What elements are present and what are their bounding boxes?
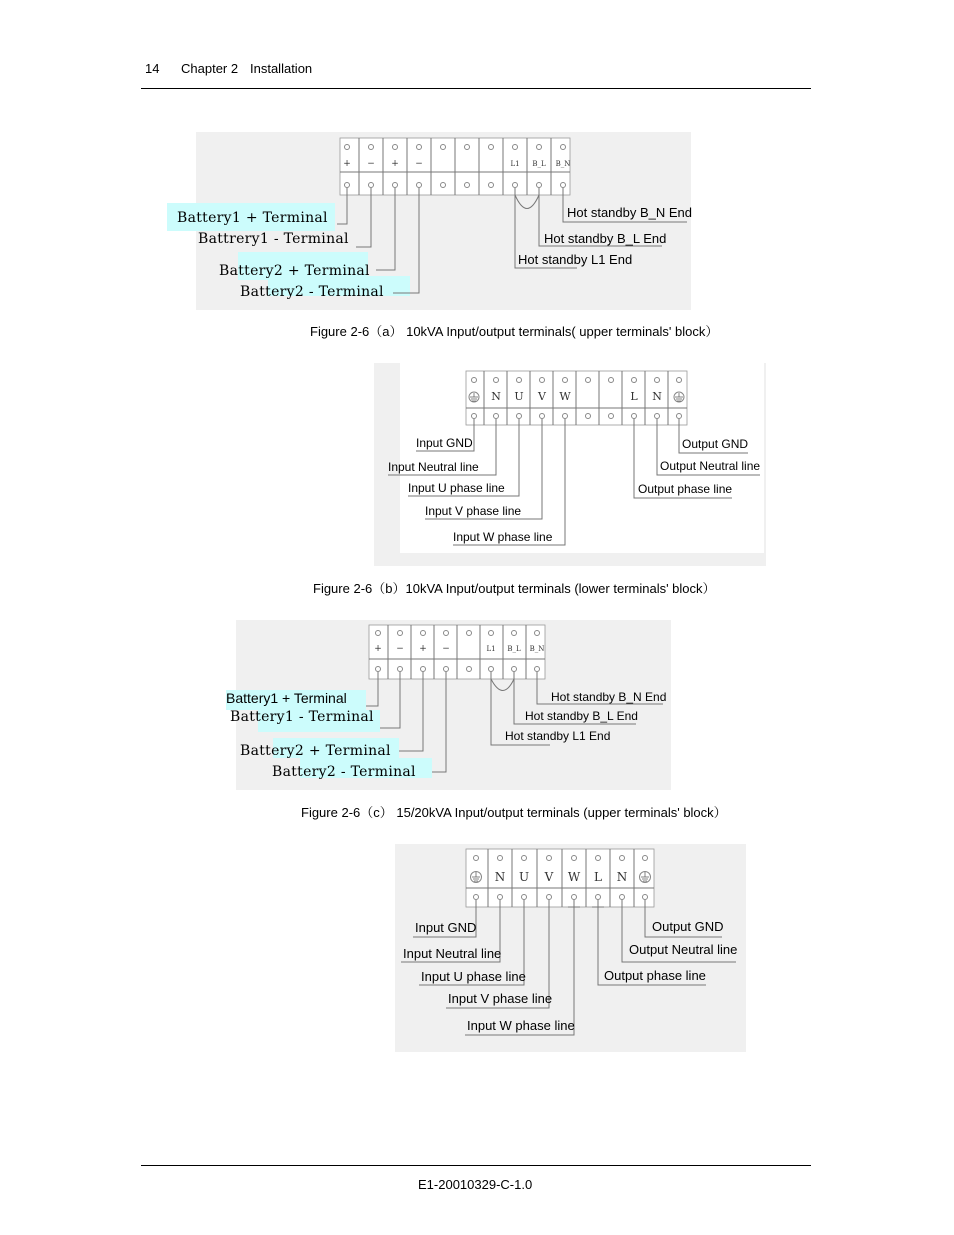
terminal-mark: U <box>514 390 524 403</box>
terminal-mark: − <box>396 644 404 654</box>
battery2-plus-label: Battery2 + Terminal <box>240 743 391 759</box>
battery2-minus-label: Battery2 - Terminal <box>272 764 416 780</box>
terminal-mark: U <box>518 870 530 884</box>
input-w-label: Input W phase line <box>467 1018 575 1033</box>
output-neutral-label: Output Neutral line <box>660 459 761 473</box>
hot-standby-l1-label: Hot standby L1 End <box>518 252 633 267</box>
hot-standby-bl-label: Hot standby B_L End <box>544 231 667 246</box>
input-w-label: Input W phase line <box>453 530 553 544</box>
footer-doc-id: E1-20010329-C-1.0 <box>418 1177 533 1192</box>
terminal-mark: V <box>538 390 546 403</box>
terminal-mark: N <box>616 870 628 884</box>
input-gnd-label: Input GND <box>415 920 477 935</box>
page-number: 14 <box>145 61 160 76</box>
figure-c-caption: Figure 2-6（c） 15/20kVA Input/output terminals (upper terminals' block） <box>301 805 727 820</box>
input-neutral-label: Input Neutral line <box>388 460 479 474</box>
terminal-mark: L1 <box>510 160 520 168</box>
terminal-mark: + <box>343 159 351 169</box>
input-neutral-label: Input Neutral line <box>403 946 502 961</box>
figure-b-caption: Figure 2-6（b）10kVA Input/output terminals (lower terminals' block） <box>313 581 716 596</box>
terminal-mark: B_L <box>532 160 546 168</box>
battery1-minus-label: Battery1 - Terminal <box>230 709 374 725</box>
input-u-label: Input U phase line <box>421 969 526 984</box>
hot-standby-bl-label: Hot standby B_L End <box>525 709 638 723</box>
output-gnd-label: Output GND <box>682 437 749 451</box>
output-phase-label: Output phase line <box>638 482 733 496</box>
battery1-minus-label: Battrery1 - Terminal <box>198 231 349 247</box>
terminal-mark: − <box>415 159 423 169</box>
battery2-minus-label: Battery2 - Terminal <box>240 284 384 300</box>
battery1-plus-label: Battery1 + Terminal <box>177 210 328 226</box>
terminal-mark: + <box>419 644 427 654</box>
battery2-plus-label: Battery2 + Terminal <box>219 263 370 279</box>
hot-standby-l1-label: Hot standby L1 End <box>505 729 611 743</box>
terminal-mark: L <box>630 390 638 403</box>
chapter-label: Chapter 2 <box>181 61 239 76</box>
terminal-mark: − <box>442 644 450 654</box>
terminal-mark: N <box>491 390 501 403</box>
output-neutral-label: Output Neutral line <box>629 942 738 957</box>
terminal-mark: N <box>494 870 506 884</box>
terminal-mark: + <box>391 159 399 169</box>
output-phase-label: Output phase line <box>604 968 706 983</box>
terminal-mark: B_N <box>555 160 571 168</box>
output-gnd-label: Output GND <box>652 919 724 934</box>
terminal-mark: V <box>544 870 554 884</box>
terminal-mark: L <box>594 870 602 884</box>
terminal-mark: W <box>559 390 571 403</box>
input-v-label: Input V phase line <box>448 991 553 1006</box>
hot-standby-bn-label: Hot standby B_N End <box>567 205 693 220</box>
terminal-mark: − <box>367 159 375 169</box>
battery1-plus-label: Battery1 + Terminal <box>226 690 347 706</box>
terminal-mark: N <box>652 390 662 403</box>
section-label: Installation <box>250 61 313 76</box>
input-u-label: Input U phase line <box>408 481 505 495</box>
terminal-mark: W <box>567 870 581 884</box>
footer-rule <box>141 1165 811 1166</box>
terminal-mark: L1 <box>486 645 496 653</box>
figure-a-caption: Figure 2-6（a） 10kVA Input/output terminals( upper terminals' block） <box>310 324 719 339</box>
hot-standby-bn-label: Hot standby B_N End <box>551 690 667 704</box>
terminal-mark: + <box>374 644 382 654</box>
input-gnd-label: Input GND <box>416 436 473 450</box>
input-v-label: Input V phase line <box>425 504 522 518</box>
terminal-mark: B_N <box>529 645 545 653</box>
terminal-mark: B_L <box>507 645 521 653</box>
